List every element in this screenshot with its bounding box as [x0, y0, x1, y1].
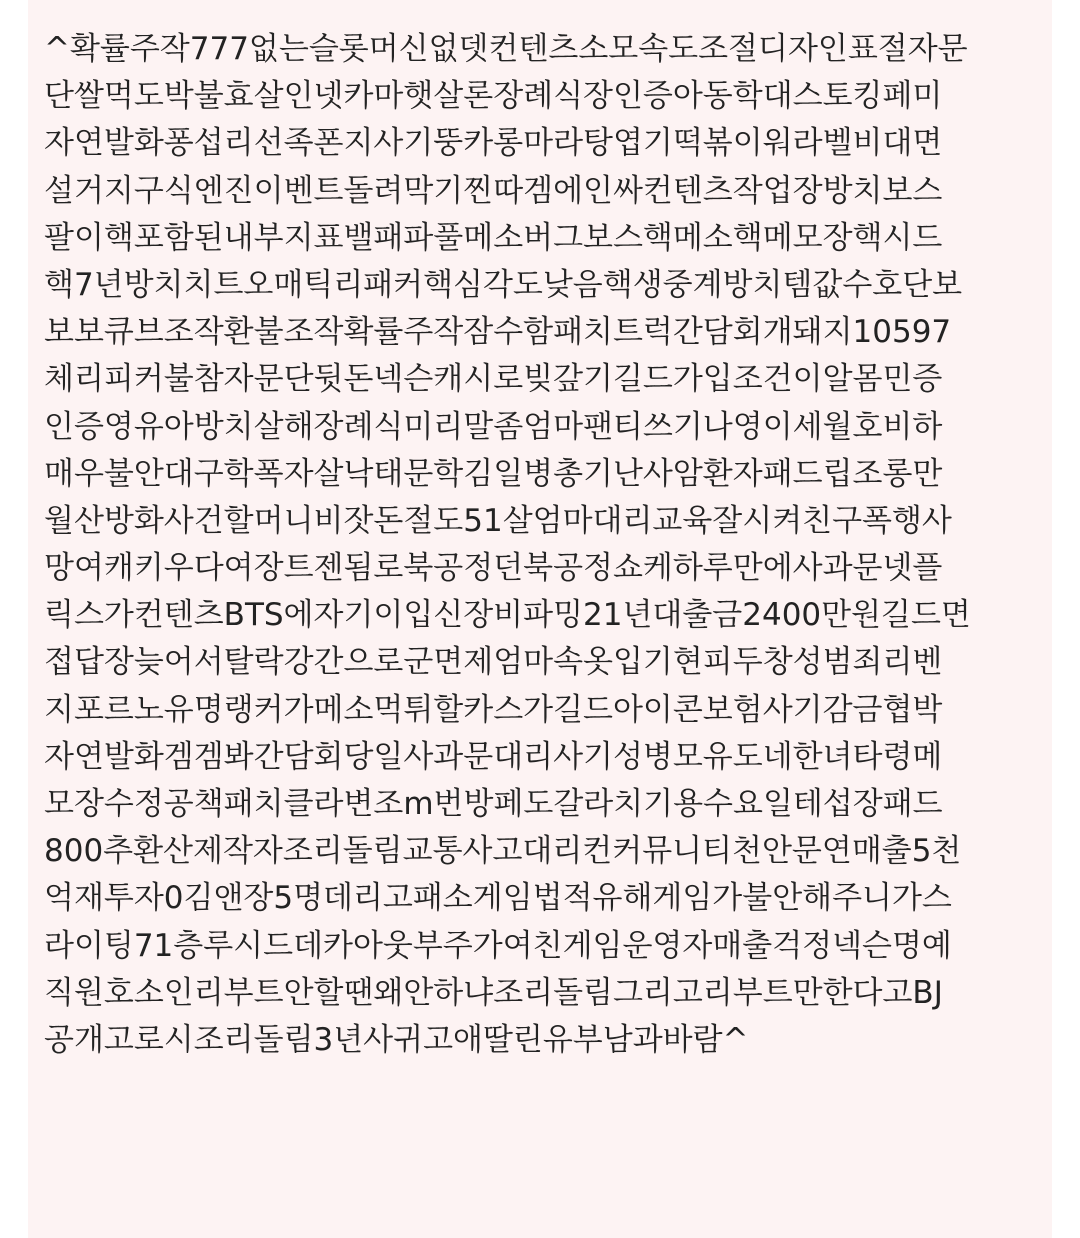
text-line: 800추환산제작자조리돌림교통사고대리컨커뮤니티천안문연매출5천: [44, 833, 962, 870]
text-line: 접답장늦어서탈락강간으로군면제엄마속옷입기현피두창성범죄리벤: [44, 644, 943, 681]
text-line: 직원호소인리부트안할땐왜안하냐조리돌림그리고리부트만한다고BJ: [44, 974, 943, 1011]
text-line: 월산방화사건할머니비잣돈절도51살엄마대리교육잘시켜친구폭행사: [44, 502, 952, 539]
text-line: 라이팅71층루시드데카아웃부주가여친게임운영자매출걱정넥슨명예: [44, 927, 952, 964]
text-line: 설거지구식엔진이벤트돌려막기찐따겜에인싸컨텐츠작업장방치보스: [44, 172, 943, 209]
post-body-text: [44, 26, 1054, 1064]
text-line: 망여캐키우다여장트젠됨로북공정던북공정쇼케하루만에사과문넷플: [44, 550, 943, 587]
text-line: 팔이핵포함된내부지표밸패파풀메소버그보스핵메소핵메모장핵시드: [44, 219, 943, 256]
text-line: 지포르노유명랭커가메소먹튀할카스가길드아이콘보험사기감금협박: [44, 691, 943, 728]
text-line: 억재투자0김앤장5명데리고패소게임법적유해게임가불안해주니가스: [44, 880, 952, 917]
text-line: 매우불안대구학폭자살낙태문학김일병총기난사암환자패드립조롱만: [44, 455, 943, 492]
text-line: 릭스가컨텐츠BTS에자기이입신장비파밍21년대출금2400만원길드면: [44, 597, 971, 634]
text-line: 보보큐브조작환불조작확률주작잠수함패치트럭간담회개돼지10597: [44, 314, 952, 351]
text-line: 자연발화퐁섭리선족폰지사기뚱카롱마라탕엽기떡볶이워라벨비대면: [44, 125, 943, 162]
text-line: 핵7년방치치트오매틱리패커핵심각도낮음핵생중계방치템값수호단보: [44, 266, 963, 303]
text-line: 체리피커불참자문단뒷돈넥슨캐시로빚갚기길드가입조건이알몸민증: [44, 361, 943, 398]
text-line: 자연발화겜겜봐간담회당일사과문대리사기성병모유도네한녀타령메: [44, 738, 943, 775]
text-line: 단쌀먹도박불효살인넷카마햇살론장례식장인증아동학대스토킹페미: [44, 78, 943, 115]
text-line: 모장수정공책패치클라변조m번방페도갈라치기용수요일테섭장패드: [44, 786, 943, 822]
text-line: 공개고로시조리돌림3년사귀고애딸린유부남과바람^: [44, 1021, 749, 1058]
text-line: ^확률주작777없는슬롯머신없뎃컨텐츠소모속도조절디자인표절자문: [44, 31, 968, 67]
text-line: 인증영유아방치살해장례식미리말좀엄마팬티쓰기나영이세월호비하: [44, 408, 943, 445]
